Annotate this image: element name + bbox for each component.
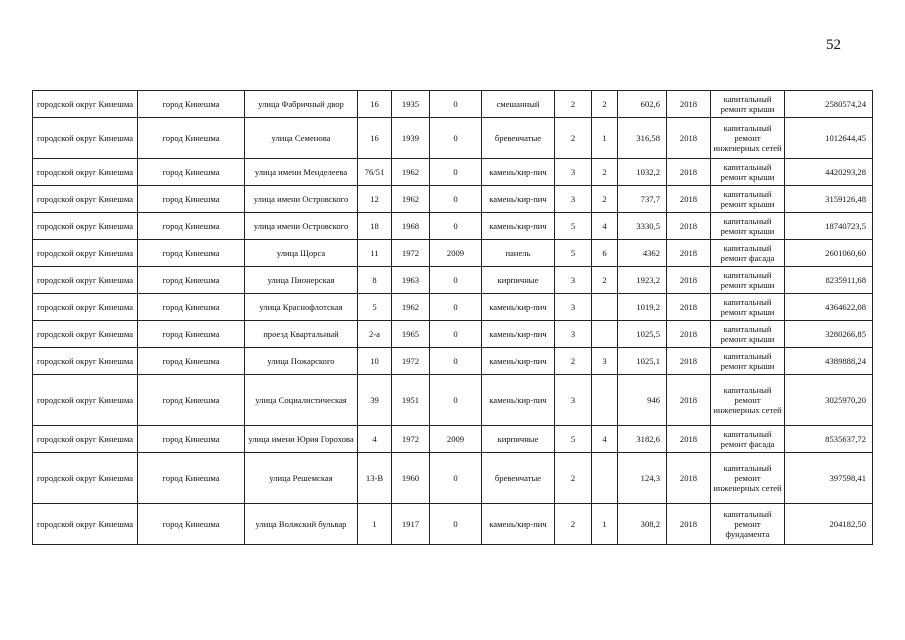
street-cell: улица имени Менделеева bbox=[245, 159, 358, 186]
area-sqm-cell: 1032,2 bbox=[618, 159, 667, 186]
house-number-cell: 16 bbox=[358, 91, 392, 118]
floors-cell: 2 bbox=[555, 118, 592, 159]
cost-cell: 397598,41 bbox=[785, 453, 873, 504]
area-sqm-cell: 4362 bbox=[618, 240, 667, 267]
cost-cell: 2601060,60 bbox=[785, 240, 873, 267]
work-type-cell: капитальный ремонт крыши bbox=[711, 267, 785, 294]
entrances-cell bbox=[592, 453, 618, 504]
house-number-cell: 5 bbox=[358, 294, 392, 321]
cost-cell: 3159126,48 bbox=[785, 186, 873, 213]
area-sqm-cell: 1025,5 bbox=[618, 321, 667, 348]
house-number-cell: 16 bbox=[358, 118, 392, 159]
floors-cell: 3 bbox=[555, 186, 592, 213]
street-cell: улица имени Островского bbox=[245, 186, 358, 213]
renovation-year-cell: 0 bbox=[430, 213, 482, 240]
city-cell: город Кинешма bbox=[138, 240, 245, 267]
floors-cell: 5 bbox=[555, 240, 592, 267]
area-cell: городской округ Кинешма bbox=[33, 91, 138, 118]
area-sqm-cell: 1025,1 bbox=[618, 348, 667, 375]
work-type-cell: капитальный ремонт крыши bbox=[711, 159, 785, 186]
cost-cell: 8535637,72 bbox=[785, 426, 873, 453]
city-cell: город Кинешма bbox=[138, 186, 245, 213]
city-cell: город Кинешма bbox=[138, 213, 245, 240]
plan-year-cell: 2018 bbox=[667, 186, 711, 213]
house-number-cell: 2-а bbox=[358, 321, 392, 348]
renovation-year-cell: 2009 bbox=[430, 240, 482, 267]
wall-material-cell: бревенчатые bbox=[482, 118, 555, 159]
area-sqm-cell: 308,2 bbox=[618, 504, 667, 545]
build-year-cell: 1962 bbox=[392, 294, 430, 321]
city-cell: город Кинешма bbox=[138, 159, 245, 186]
city-cell: город Кинешма bbox=[138, 504, 245, 545]
build-year-cell: 1939 bbox=[392, 118, 430, 159]
plan-year-cell: 2018 bbox=[667, 240, 711, 267]
street-cell: улица Щорса bbox=[245, 240, 358, 267]
area-sqm-cell: 1019,2 bbox=[618, 294, 667, 321]
plan-year-cell: 2018 bbox=[667, 321, 711, 348]
wall-material-cell: смешанный bbox=[482, 91, 555, 118]
renovation-year-cell: 0 bbox=[430, 118, 482, 159]
plan-year-cell: 2018 bbox=[667, 375, 711, 426]
entrances-cell: 2 bbox=[592, 267, 618, 294]
cost-cell: 3025970,20 bbox=[785, 375, 873, 426]
renovation-year-cell: 0 bbox=[430, 91, 482, 118]
street-cell: улица Решемская bbox=[245, 453, 358, 504]
house-number-cell: 12 bbox=[358, 186, 392, 213]
floors-cell: 5 bbox=[555, 426, 592, 453]
renovation-year-cell: 0 bbox=[430, 294, 482, 321]
house-number-cell: 10 bbox=[358, 348, 392, 375]
build-year-cell: 1962 bbox=[392, 186, 430, 213]
entrances-cell: 2 bbox=[592, 91, 618, 118]
work-type-cell: капитальный ремонт крыши bbox=[711, 213, 785, 240]
area-cell: городской округ Кинешма bbox=[33, 426, 138, 453]
area-sqm-cell: 3182,6 bbox=[618, 426, 667, 453]
plan-year-cell: 2018 bbox=[667, 504, 711, 545]
floors-cell: 2 bbox=[555, 504, 592, 545]
wall-material-cell: панель bbox=[482, 240, 555, 267]
city-cell: город Кинешма bbox=[138, 118, 245, 159]
plan-year-cell: 2018 bbox=[667, 426, 711, 453]
cost-cell: 4420293,28 bbox=[785, 159, 873, 186]
street-cell: улица Пионерская bbox=[245, 267, 358, 294]
table-row bbox=[33, 159, 873, 186]
entrances-cell: 1 bbox=[592, 118, 618, 159]
area-sqm-cell: 946 bbox=[618, 375, 667, 426]
entrances-cell bbox=[592, 375, 618, 426]
cost-cell: 3280266,85 bbox=[785, 321, 873, 348]
city-cell: город Кинешма bbox=[138, 426, 245, 453]
floors-cell: 3 bbox=[555, 267, 592, 294]
cost-cell: 4364622,08 bbox=[785, 294, 873, 321]
area-sqm-cell: 602,6 bbox=[618, 91, 667, 118]
area-sqm-cell: 316,58 bbox=[618, 118, 667, 159]
cost-cell: 4389888,24 bbox=[785, 348, 873, 375]
plan-year-cell: 2018 bbox=[667, 91, 711, 118]
work-type-cell: капитальный ремонт крыши bbox=[711, 321, 785, 348]
cost-cell: 2580574,24 bbox=[785, 91, 873, 118]
city-cell: город Кинешма bbox=[138, 348, 245, 375]
area-cell: городской округ Кинешма bbox=[33, 186, 138, 213]
page-number: 52 bbox=[826, 37, 841, 53]
plan-year-cell: 2018 bbox=[667, 118, 711, 159]
area-sqm-cell: 737,7 bbox=[618, 186, 667, 213]
wall-material-cell: камень/кир-пич bbox=[482, 504, 555, 545]
work-type-cell: капитальный ремонт фундамента bbox=[711, 504, 785, 545]
city-cell: город Кинешма bbox=[138, 91, 245, 118]
wall-material-cell: камень/кир-пич bbox=[482, 186, 555, 213]
wall-material-cell: кирпичные bbox=[482, 267, 555, 294]
floors-cell: 2 bbox=[555, 348, 592, 375]
street-cell: улица Социалистическая bbox=[245, 375, 358, 426]
renovation-year-cell: 0 bbox=[430, 504, 482, 545]
table-row bbox=[33, 348, 873, 375]
renovation-year-cell: 0 bbox=[430, 159, 482, 186]
house-number-cell: 4 bbox=[358, 426, 392, 453]
floors-cell: 3 bbox=[555, 321, 592, 348]
street-cell: улица Краснофлотская bbox=[245, 294, 358, 321]
entrances-cell: 4 bbox=[592, 426, 618, 453]
table-row bbox=[33, 118, 873, 159]
renovation-year-cell: 0 bbox=[430, 453, 482, 504]
street-cell: улица Фабричный двор bbox=[245, 91, 358, 118]
cost-cell: 1012644,45 bbox=[785, 118, 873, 159]
floors-cell: 3 bbox=[555, 159, 592, 186]
plan-year-cell: 2018 bbox=[667, 294, 711, 321]
wall-material-cell: бревенчатые bbox=[482, 453, 555, 504]
street-cell: улица Волжский бульвар bbox=[245, 504, 358, 545]
floors-cell: 3 bbox=[555, 375, 592, 426]
house-number-cell: 11 bbox=[358, 240, 392, 267]
city-cell: город Кинешма bbox=[138, 375, 245, 426]
floors-cell: 2 bbox=[555, 91, 592, 118]
wall-material-cell: камень/кир-пич bbox=[482, 159, 555, 186]
area-cell: городской округ Кинешма bbox=[33, 294, 138, 321]
entrances-cell bbox=[592, 294, 618, 321]
house-number-cell: 76/51 bbox=[358, 159, 392, 186]
entrances-cell: 2 bbox=[592, 159, 618, 186]
work-type-cell: капитальный ремонт крыши bbox=[711, 186, 785, 213]
build-year-cell: 1965 bbox=[392, 321, 430, 348]
floors-cell: 3 bbox=[555, 294, 592, 321]
entrances-cell: 4 bbox=[592, 213, 618, 240]
renovation-year-cell: 0 bbox=[430, 375, 482, 426]
build-year-cell: 1972 bbox=[392, 426, 430, 453]
house-number-cell: 1 bbox=[358, 504, 392, 545]
work-type-cell: капитальный ремонт фасада bbox=[711, 426, 785, 453]
plan-year-cell: 2018 bbox=[667, 453, 711, 504]
table-row bbox=[33, 375, 873, 426]
cost-cell: 204182,50 bbox=[785, 504, 873, 545]
city-cell: город Кинешма bbox=[138, 267, 245, 294]
build-year-cell: 1935 bbox=[392, 91, 430, 118]
table-row bbox=[33, 186, 873, 213]
street-cell: улица Семенова bbox=[245, 118, 358, 159]
street-cell: проезд Квартальный bbox=[245, 321, 358, 348]
entrances-cell: 1 bbox=[592, 504, 618, 545]
area-cell: городской округ Кинешма bbox=[33, 375, 138, 426]
floors-cell: 2 bbox=[555, 453, 592, 504]
build-year-cell: 1951 bbox=[392, 375, 430, 426]
table-row bbox=[33, 294, 873, 321]
table-row bbox=[33, 240, 873, 267]
renovation-year-cell: 0 bbox=[430, 321, 482, 348]
build-year-cell: 1963 bbox=[392, 267, 430, 294]
table-row bbox=[33, 453, 873, 504]
renovation-year-cell: 0 bbox=[430, 267, 482, 294]
street-cell: улица Пожарского bbox=[245, 348, 358, 375]
house-number-cell: 13-В bbox=[358, 453, 392, 504]
floors-cell: 5 bbox=[555, 213, 592, 240]
area-cell: городской округ Кинешма bbox=[33, 321, 138, 348]
work-type-cell: капитальный ремонт крыши bbox=[711, 348, 785, 375]
work-type-cell: капитальный ремонт фасада bbox=[711, 240, 785, 267]
table-row bbox=[33, 321, 873, 348]
area-cell: городской округ Кинешма bbox=[33, 453, 138, 504]
area-sqm-cell: 124,3 bbox=[618, 453, 667, 504]
city-cell: город Кинешма bbox=[138, 453, 245, 504]
area-cell: городской округ Кинешма bbox=[33, 118, 138, 159]
entrances-cell: 2 bbox=[592, 186, 618, 213]
entrances-cell: 6 bbox=[592, 240, 618, 267]
house-number-cell: 18 bbox=[358, 213, 392, 240]
wall-material-cell: камень/кир-пич bbox=[482, 213, 555, 240]
area-cell: городской округ Кинешма bbox=[33, 240, 138, 267]
build-year-cell: 1917 bbox=[392, 504, 430, 545]
street-cell: улица имени Юрия Горохова bbox=[245, 426, 358, 453]
area-cell: городской округ Кинешма bbox=[33, 213, 138, 240]
house-number-cell: 39 bbox=[358, 375, 392, 426]
work-type-cell: капитальный ремонт крыши bbox=[711, 294, 785, 321]
plan-year-cell: 2018 bbox=[667, 348, 711, 375]
table-row bbox=[33, 213, 873, 240]
plan-year-cell: 2018 bbox=[667, 267, 711, 294]
work-type-cell: капитальный ремонт инженерных сетей bbox=[711, 453, 785, 504]
build-year-cell: 1972 bbox=[392, 348, 430, 375]
area-sqm-cell: 1923,2 bbox=[618, 267, 667, 294]
build-year-cell: 1960 bbox=[392, 453, 430, 504]
street-cell: улица имени Островского bbox=[245, 213, 358, 240]
area-sqm-cell: 3330,5 bbox=[618, 213, 667, 240]
area-cell: городской округ Кинешма bbox=[33, 159, 138, 186]
entrances-cell bbox=[592, 321, 618, 348]
build-year-cell: 1968 bbox=[392, 213, 430, 240]
entrances-cell: 3 bbox=[592, 348, 618, 375]
work-type-cell: капитальный ремонт крыши bbox=[711, 91, 785, 118]
work-type-cell: капитальный ремонт инженерных сетей bbox=[711, 118, 785, 159]
work-type-cell: капитальный ремонт инженерных сетей bbox=[711, 375, 785, 426]
table-row bbox=[33, 426, 873, 453]
renovation-year-cell: 0 bbox=[430, 186, 482, 213]
area-cell: городской округ Кинешма bbox=[33, 267, 138, 294]
plan-year-cell: 2018 bbox=[667, 213, 711, 240]
renovation-year-cell: 0 bbox=[430, 348, 482, 375]
cost-cell: 8235911,68 bbox=[785, 267, 873, 294]
wall-material-cell: кирпичные bbox=[482, 426, 555, 453]
house-number-cell: 8 bbox=[358, 267, 392, 294]
table-row bbox=[33, 91, 873, 118]
wall-material-cell: камень/кир-пич bbox=[482, 321, 555, 348]
area-cell: городской округ Кинешма bbox=[33, 348, 138, 375]
wall-material-cell: камень/кир-пич bbox=[482, 294, 555, 321]
table-row bbox=[33, 504, 873, 545]
renovation-year-cell: 2009 bbox=[430, 426, 482, 453]
build-year-cell: 1962 bbox=[392, 159, 430, 186]
cost-cell: 18740723,5 bbox=[785, 213, 873, 240]
housing-repair-table bbox=[32, 90, 873, 545]
wall-material-cell: камень/кир-пич bbox=[482, 375, 555, 426]
city-cell: город Кинешма bbox=[138, 294, 245, 321]
area-cell: городской округ Кинешма bbox=[33, 504, 138, 545]
plan-year-cell: 2018 bbox=[667, 159, 711, 186]
wall-material-cell: камень/кир-пич bbox=[482, 348, 555, 375]
city-cell: город Кинешма bbox=[138, 321, 245, 348]
build-year-cell: 1972 bbox=[392, 240, 430, 267]
table-row bbox=[33, 267, 873, 294]
